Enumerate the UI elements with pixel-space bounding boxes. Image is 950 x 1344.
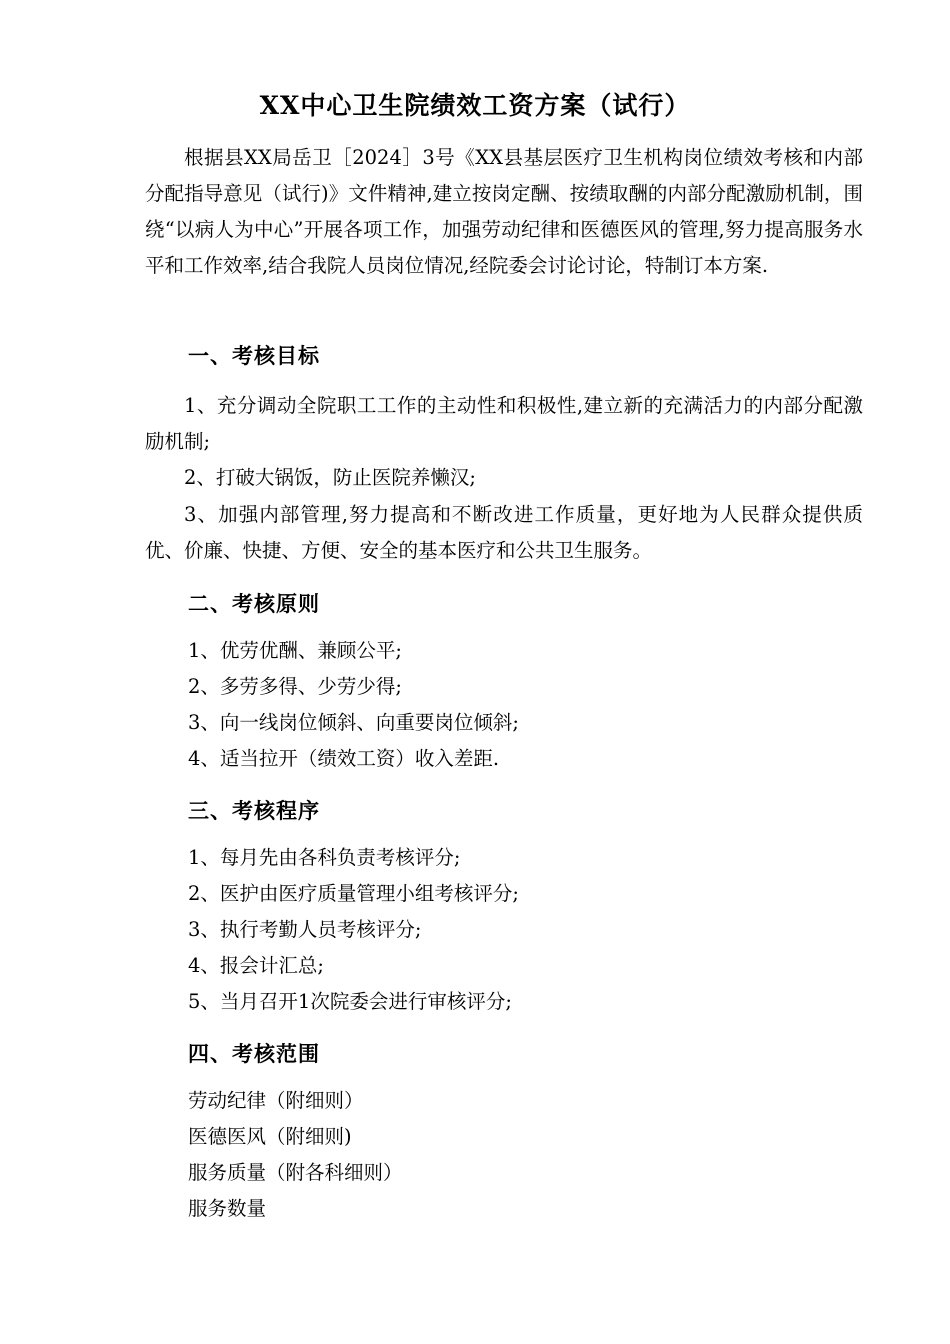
principle-item-4: 4、适当拉开（绩效工资）收入差距. — [188, 747, 500, 770]
section-heading-procedure: 三、考核程序 — [188, 798, 320, 823]
procedure-item-5: 5、当月召开1次院委会进行审核评分; — [188, 990, 512, 1013]
procedure-item-3: 3、执行考勤人员考核评分; — [188, 918, 422, 941]
principle-item-2: 2、多劳多得、少劳少得; — [188, 675, 402, 698]
procedure-item-4: 4、报会计汇总; — [188, 954, 324, 977]
intro-paragraph: 根据县XX局岳卫［2024］3号《XX县基层医疗卫生机构岗位绩效考核和内部分配指导意见（试行)》文件精神,建立按岗定酬、按绩取酬的内部分配激励机制，围绕“以病人为中心”开展各项工作，加强劳动纪律和医德医风的管理,努力提高服务水平和工作效率,结合我院人员岗位情况,经院委会讨论讨论，特制订本方案. — [145, 146, 863, 277]
document-title: XX中心卫生院绩效工资方案（试行） — [259, 91, 691, 120]
scope-item-2: 医德医风（附细则) — [188, 1125, 352, 1148]
procedure-item-2: 2、医护由医疗质量管理小组考核评分; — [188, 882, 519, 905]
procedure-item-1: 1、每月先由各科负责考核评分; — [188, 846, 461, 869]
section-heading-goals: 一、考核目标 — [188, 343, 320, 368]
goal-item-2: 2、打破大锅饭，防止医院养懒汉; — [184, 466, 476, 489]
goal-item-1: 1、充分调动全院职工工作的主动性和积极性,建立新的充满活力的内部分配激励机制; — [145, 394, 863, 453]
scope-item-3: 服务质量（附各科细则） — [188, 1161, 403, 1184]
scope-item-4: 服务数量 — [188, 1197, 267, 1220]
goal-item-3: 3、加强内部管理,努力提高和不断改进工作质量，更好地为人民群众提供质优、价廉、快捷、方便、安全的基本医疗和公共卫生服务。 — [145, 503, 863, 562]
section-heading-principles: 二、考核原则 — [188, 591, 320, 616]
section-heading-scope: 四、考核范围 — [188, 1041, 320, 1066]
scope-item-1: 劳动纪律（附细则） — [188, 1089, 364, 1112]
principle-item-3: 3、向一线岗位倾斜、向重要岗位倾斜; — [188, 711, 519, 734]
principle-item-1: 1、优劳优酬、兼顾公平; — [188, 639, 402, 662]
